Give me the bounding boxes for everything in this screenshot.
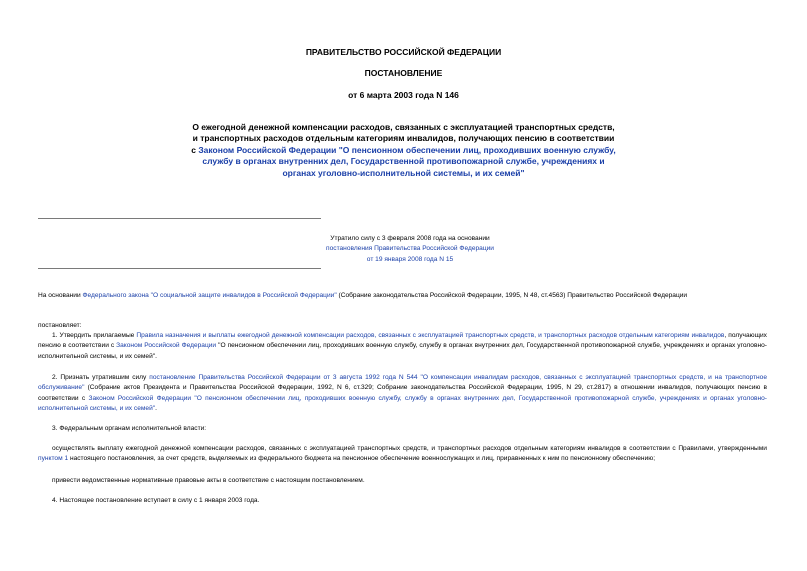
item-2-text-mid: (Собрание актов Президента и Правительства Российской Федерации, 1992, N 6, ст.329; Собрание законодательства Российской Федерации, 1995, N 29, ст.2817) в отношении инвалидов, получающих пенсию в соответствии с [38, 384, 767, 402]
subject-text: О ежегодной денежной компенсации расходов, связанных с эксплуатацией транспортных средств, и транспортных расходов отдельным категориям инвалидов, получающих пенсию в соответствии с [191, 122, 615, 155]
divider-bottom [38, 268, 321, 269]
basis-paragraph [38, 291, 767, 301]
void-decree-date-link[interactable]: от 19 января 2008 года N 15 [366, 255, 454, 263]
item-1-paragraph [38, 331, 767, 362]
item-3a-text-pre: осуществлять выплату ежегодной денежной компенсации расходов, связанных с эксплуатацией транспортных средств, и транспортных расходов отдельным категориям инвалидов в соответствии с Правилами, утвержденными [52, 445, 767, 452]
basis-text-pre: На основании [38, 292, 83, 299]
item-2-text-pre: 2. Признать утратившим силу [52, 374, 150, 381]
pension-law-link[interactable]: Законом Российской Федерации "О пенсионном обеспечении лиц, проходивших военную службу, службу в органах внутренних дел, Государственной противопожарной службе, учреждениях и органах уголовно-исполнительной системы, и их семей" [198, 144, 616, 178]
pension-law-link-2[interactable]: Законом Российской Федерации [116, 342, 217, 350]
item-3b-paragraph: привести ведомственные нормативные правовые акты в соответствие с настоящим постановлением. [52, 477, 365, 484]
void-note [300, 234, 520, 265]
item-1-text-pre: 1. Утвердить прилагаемые [52, 332, 137, 339]
void-decree-link[interactable]: постановления Правительства Российской Федерации [326, 245, 494, 253]
basis-text-post: (Собрание законодательства Российской Федерации, 1995, N 48, ст.4563) Правительство Российской Федерации [336, 292, 688, 299]
pension-law-link-3[interactable]: Законом Российской Федерации "О пенсионном обеспечении лиц, проходивших военную службу, службу в органах внутренних дел, Государственной противопожарной службе, учреждениях и органах уголовно-исполнительной системы, и их семей" [38, 394, 767, 413]
item-4-paragraph: 4. Настоящее постановление вступает в силу с 1 января 2003 года. [52, 497, 260, 504]
divider-top [38, 218, 321, 219]
item-3-paragraph: 3. Федеральным органам исполнительной власти: [52, 425, 207, 432]
item-3a-text-post: настоящего постановления, за счет средств, выделяемых из федерального бюджета на пенсионное обеспечение военнослужащих и лиц, приравненных к ним по пенсионному обеспечению; [68, 455, 656, 463]
government-heading: ПРАВИТЕЛЬСТВО РОССИЙСКОЙ ФЕДЕРАЦИИ [305, 47, 502, 57]
void-note-text: Утратило силу с 3 февраля 2008 года на основании [330, 235, 490, 242]
document-type-heading: ПОСТАНОВЛЕНИЕ [364, 68, 443, 78]
item-3a-paragraph [38, 444, 767, 465]
item-1-text-post: "О пенсионном обеспечении лиц, проходивших военную службу, службу в органах внутренних дел, Государственной противопожарной службе, учреждениях и органах уголовно-исполнительной системы, и их семей". [38, 342, 767, 360]
document-subject-title [190, 122, 617, 179]
item-2-paragraph [38, 373, 767, 415]
item-2-text-post: . [155, 405, 157, 413]
social-protection-law-link[interactable]: Федерального закона "О социальной защите инвалидов в Российской Федерации" [82, 292, 337, 299]
clause-1-link[interactable]: пунктом 1 [38, 455, 69, 463]
compensation-rules-link[interactable]: Правила назначения и выплаты ежегодной денежной компенсации расходов, связанных с эксплуатацией транспортных средств, и транспортных расходов отдельным категориям инвалидов [136, 332, 725, 339]
decree-544-link[interactable]: постановление Правительства Российской Федерации от 3 августа 1992 года N 544 "О компенсации инвалидам расходов, связанных с эксплуатацией транспортных средств, и на транспортное обслуживание" [38, 374, 768, 392]
decrees-word: постановляет: [38, 322, 82, 329]
date-number-heading: от 6 марта 2003 года N 146 [348, 90, 459, 100]
item-1-text-mid: , получающих пенсию в соответствии с [38, 332, 767, 350]
